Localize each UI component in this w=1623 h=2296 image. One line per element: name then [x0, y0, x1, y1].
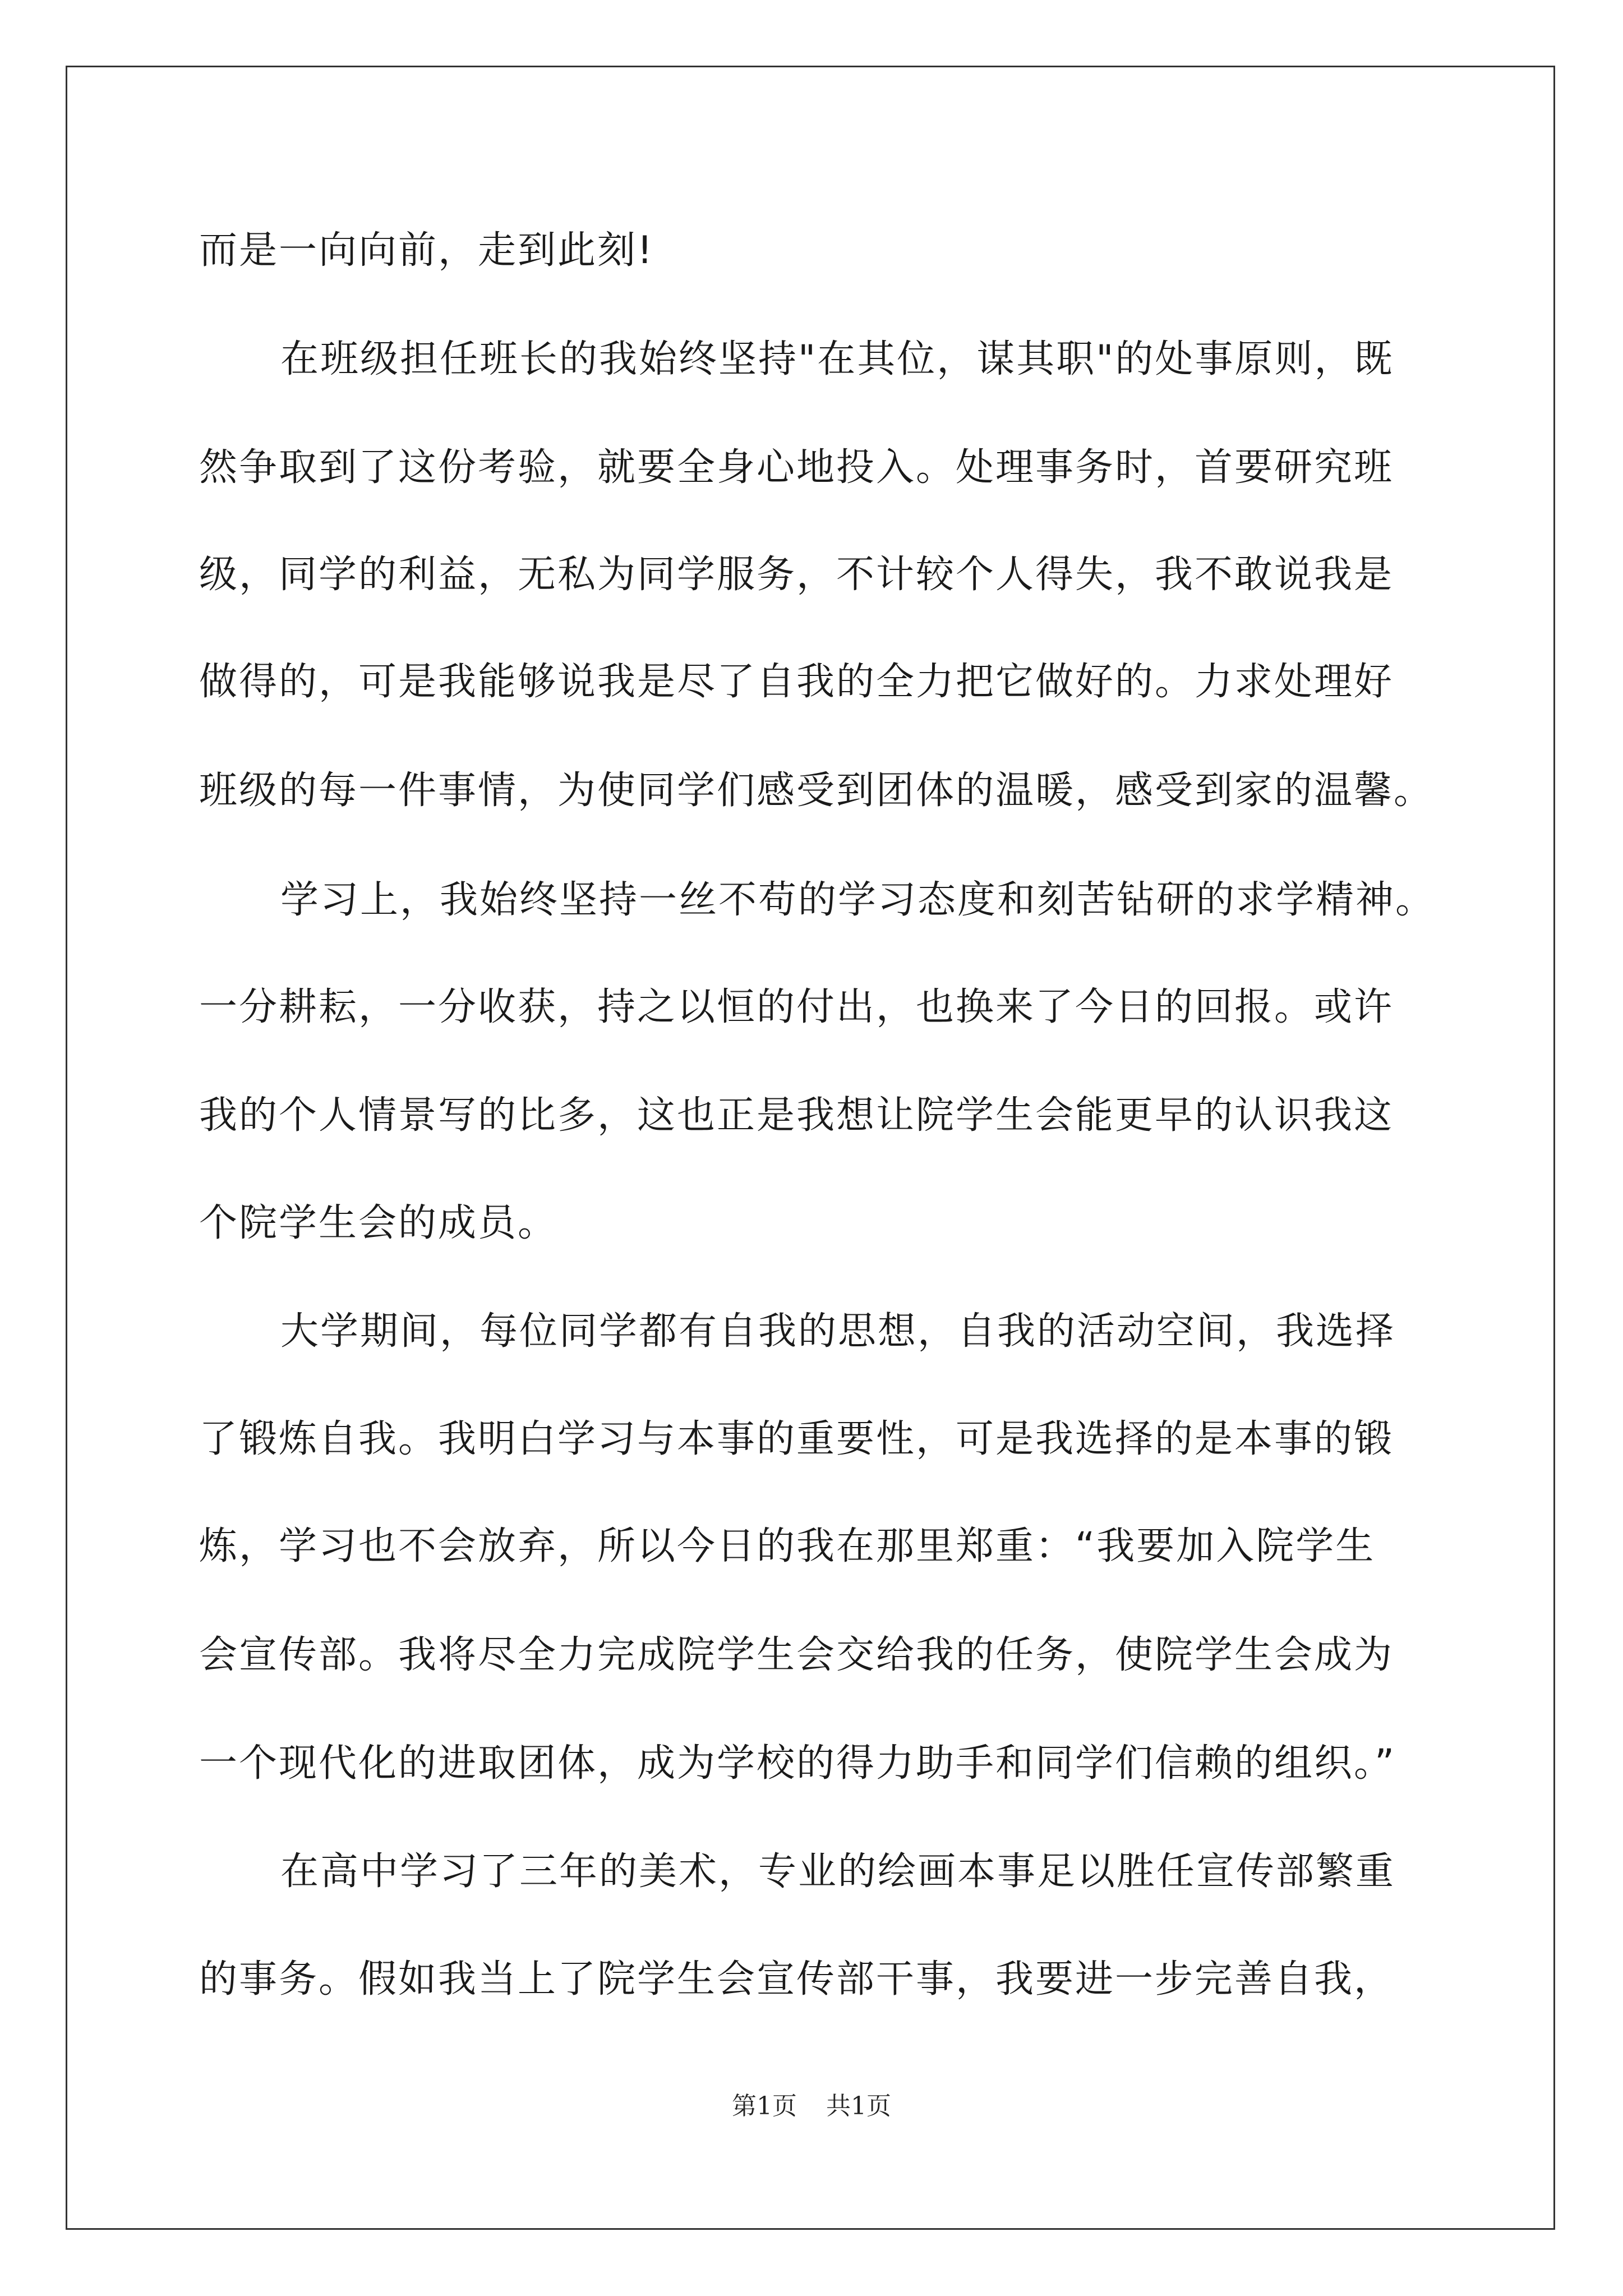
text-line-9: 我的个人情景写的比多，这也正是我想让院学生会能更早的认识我这 [199, 1093, 1394, 1138]
text-line-15: 一个现代化的进取团体，成为学校的得力助手和同学们信赖的组织。” [199, 1741, 1396, 1786]
text-line-16: 在高中学习了三年的美术，专业的绘画本事足以胜任宣传部繁重 [280, 1849, 1396, 1894]
page-number-current: 第1页 [732, 2092, 797, 2120]
page-footer [0, 2086, 1623, 2122]
text-line-11: 大学期间，每位同学都有自我的思想，自我的活动空间，我选择 [280, 1309, 1396, 1354]
text-line-1: 而是一向向前，走到此刻! [199, 228, 654, 273]
text-line-10: 个院学生会的成员。 [199, 1201, 558, 1245]
text-line-4: 级，同学的利益，无私为同学服务，不计较个人得失，我不敢说我是 [199, 553, 1394, 597]
text-line-13: 炼，学习也不会放弃，所以今日的我在那里郑重：“我要加入院学生 [199, 1524, 1376, 1568]
text-line-7: 学习上，我始终坚持一丝不苟的学习态度和刻苦钻研的求学精神。 [280, 878, 1436, 922]
text-line-8: 一分耕耘，一分收获，持之以恒的付出，也换来了今日的回报。或许 [199, 985, 1394, 1029]
text-line-2: 在班级担任班长的我始终坚持"在其位，谋其职"的处事原则，既 [280, 337, 1394, 381]
text-line-6: 班级的每一件事情，为使同学们感受到团体的温暖，感受到家的温馨。 [199, 769, 1434, 813]
page-number-total: 共1页 [826, 2092, 891, 2120]
text-line-12: 了锻炼自我。我明白学习与本事的重要性，可是我选择的是本事的锻 [199, 1417, 1394, 1461]
text-line-3: 然争取到了这份考验，就要全身心地投入。处理事务时，首要研究班 [199, 445, 1394, 490]
text-line-14: 会宣传部。我将尽全力完成院学生会交给我的任务，使院学生会成为 [199, 1633, 1394, 1677]
text-line-17: 的事务。假如我当上了院学生会宣传部干事，我要进一步完善自我， [199, 1957, 1394, 2001]
text-line-5: 做得的，可是我能够说我是尽了自我的全力把它做好的。力求处理好 [199, 660, 1394, 704]
page-border [66, 66, 1555, 2230]
